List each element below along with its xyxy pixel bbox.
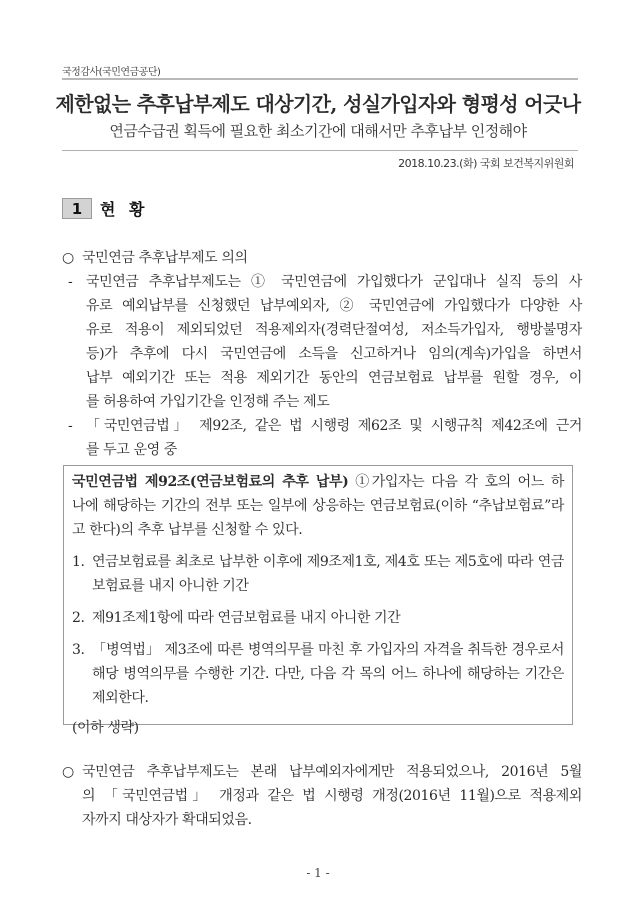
header-divider [62,78,578,80]
dash-bullet-icon: - [68,418,73,434]
dash-item-definition [68,270,582,414]
law-omitted-note: (이하 생략) [72,720,139,736]
law-item-number: 3. [72,642,85,658]
dash-line: 유로 적용이 제외되었던 적용제외자(경력단절여성, 저소득가입자, 행방불명자 [86,322,582,338]
dash-line: 등)가 추후에 다시 국민연금에 소득을 신고하거나 임의(계속)가입을 하면서 [86,346,582,362]
section-number-box: 1 [62,198,92,219]
law-item-line: 「병역법」 제3조에 따른 병역의무를 마친 후 가입자의 자격을 취득한 경우로서 [92,642,564,658]
law-intro-line: ①가입자는 다음 각 호의 어느 하 [348,474,564,490]
law-list-item-2 [72,606,564,630]
law-item-line: 제외한다. [92,690,149,706]
law-excerpt-box [63,465,573,736]
law-intro [72,470,564,542]
bullet-line: 의 「국민연금법」 개정과 같은 법 시행령 개정(2016년 11월)으로 적용제외 [82,788,582,804]
dash-line: 국민연금 추후납부제도는 ① 국민연금에 가입했다가 군입대나 실직 등의 사 [86,274,582,290]
dash-line: 「국민연금법」 제92조, 같은 법 시행령 제62조 및 시행규칙 제42조에 근거 [86,418,582,434]
dash-item-legal-basis [68,414,582,462]
bullet-item-expansion [62,760,582,832]
section-title: 현 황 [100,200,149,219]
law-item-line: 제91조제1항에 따라 연금보험료를 내지 아니한 기간 [92,610,401,626]
page-title: 제한없는 추후납부제도 대상기간, 성실가입자와 형평성 어긋나 [55,92,581,116]
law-intro-line: 나에 해당하는 기간의 전부 또는 일부에 상응하는 연금보험료(이하 “추납보험료”라 [72,498,564,514]
dash-bullet-icon: - [68,274,73,290]
circle-bullet-icon: ○ [62,764,74,780]
dash-line: 납부 예외기간 또는 적용 제외기간 동안의 연금보험료 납부를 원할 경우, 이 [86,370,582,386]
bullet-line: 국민연금 추후납부제도는 본래 납부예외자에게만 적용되었으나, 2016년 5월 [82,764,582,780]
bullet-item-purpose [62,246,582,270]
page-subtitle: 연금수급권 획득에 필요한 최소기간에 대해서만 추후납부 인정해야 [109,122,527,140]
dash-line: 를 허용하여 가입기간을 인정해 주는 제도 [86,394,330,410]
dash-line: 를 두고 운영 중 [86,442,177,458]
law-item-number: 2. [72,610,85,626]
law-item-line: 연금보험료를 최초로 납부한 이후에 제9조제1호, 제4호 또는 제5호에 따라 연금 [92,554,564,570]
law-intro-line: 고 한다)의 추후 납부를 신청할 수 있다. [72,522,303,538]
law-list-item-1 [72,550,564,598]
law-list-item-3 [72,638,564,710]
header-label: 국정감사(국민연금공단) [62,67,161,78]
subtitle-divider [62,150,578,151]
bullet-text: 국민연금 추후납부제도 의의 [82,250,248,266]
date-committee-line: 2018.10.23.(화) 국회 보건복지위원회 [398,157,574,170]
section-header [62,197,148,220]
law-item-number: 1. [72,554,85,570]
bullet-line: 자까지 대상자가 확대되었음. [82,812,252,828]
law-item-line: 보험료를 내지 아니한 기간 [92,578,249,594]
circle-bullet-icon: ○ [62,250,74,266]
law-heading: 국민연금법 제92조(연금보험료의 추후 납부) [72,474,349,490]
law-item-line: 해당 병역의무를 수행한 기간. 다만, 다음 각 목의 어느 하나에 해당하는 기간은 [92,666,564,682]
dash-line: 유로 예외납부를 신청했던 납부예외자, ② 국민연금에 가입했다가 다양한 사 [86,298,582,314]
page-number: - 1 - [306,866,330,880]
